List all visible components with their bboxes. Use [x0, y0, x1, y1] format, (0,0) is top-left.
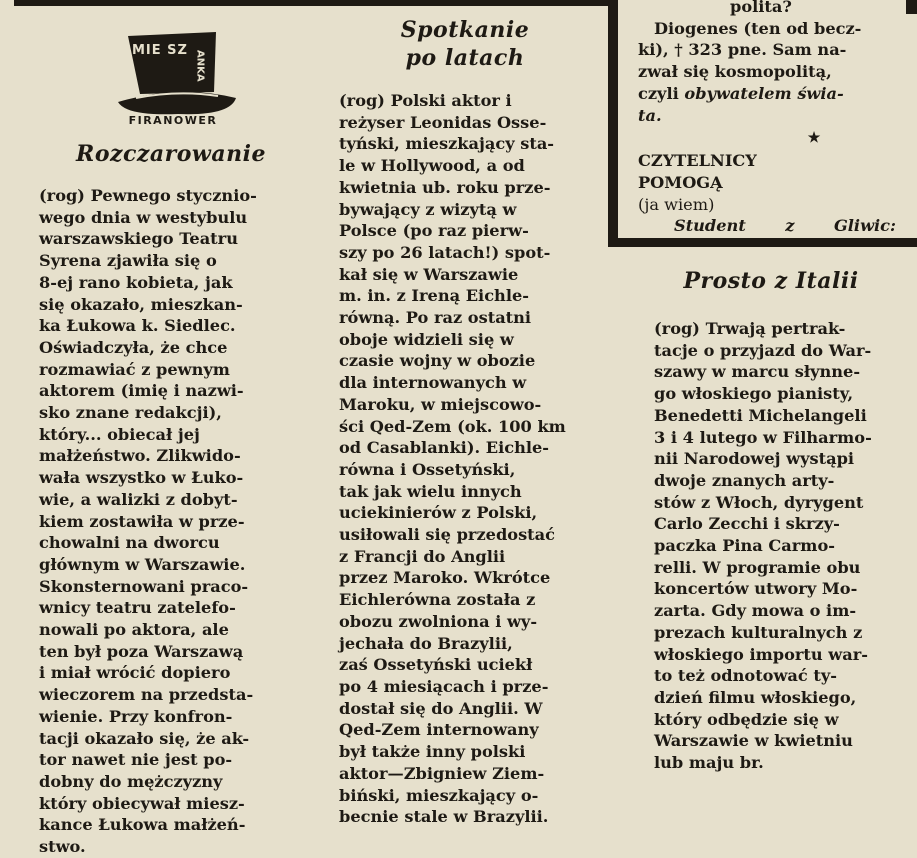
article-line: głównym w Warszawie.: [39, 554, 246, 574]
article-line: włoskiego importu war-: [654, 644, 868, 664]
signature-part: Gliwic:: [833, 216, 896, 236]
article-line: chowalni na dworcu: [39, 533, 220, 553]
article-line: dla internowanych w: [339, 373, 527, 393]
logo-word: FIRANOWER: [128, 114, 218, 127]
article-line: to też odnotować ty-: [654, 666, 837, 686]
article-line: który obiecywał miesz-: [39, 793, 245, 813]
article-line: dzień filmu włoskiego,: [654, 687, 857, 707]
article-line: zarta. Gdy mowa o im-: [654, 601, 857, 621]
article-line: Skonsternowani praco-: [39, 576, 249, 596]
quiz-signature: [638, 215, 900, 237]
star-separator-icon: ★: [807, 130, 821, 147]
article-line: ści Qed-Zem (ok. 100 km: [339, 416, 566, 436]
article-line: reżyser Leonidas Osse-: [339, 112, 547, 132]
article-line: stwo.: [39, 837, 86, 857]
article-line: le w Hollywood, a od: [339, 156, 525, 176]
article-line: tyński, mieszkający sta-: [339, 134, 555, 154]
article-line: nii Narodowej wystąpi: [654, 449, 855, 469]
article-line: Maroku, w miejscowo-: [339, 394, 542, 414]
article-line: biński, mieszkający o-: [339, 785, 539, 805]
logo-letters-left: MIE SZ: [132, 43, 188, 58]
article-line: szawy w marcu słynne-: [654, 362, 861, 382]
article-line: równą. Po raz ostatni: [339, 308, 532, 328]
article-line: wienie. Przy konfron-: [39, 706, 233, 726]
quiz-line: [638, 83, 900, 105]
article-line: dwoje znanych arty-: [654, 470, 835, 490]
article-line: wnicy teatru zatelefo-: [39, 598, 236, 618]
article-line: sko znane redakcji),: [39, 403, 222, 423]
article-line: becnie stale w Brazylii.: [339, 807, 549, 827]
article-line: koncertów utwory Mo-: [654, 579, 858, 599]
article-line: Carlo Zecchi i skrzy-: [654, 514, 840, 534]
article-line: usiłowali się przedostać: [339, 525, 556, 545]
article-line: kwietnia ub. roku prze-: [339, 177, 551, 197]
article-line: (rog) Polski aktor i: [339, 91, 512, 110]
article-line: 8-ej rano kobieta, jak: [39, 272, 233, 292]
quiz-text: czyli: [638, 83, 685, 103]
top-hat-icon: [118, 28, 238, 118]
article-line: go włoskiego pianisty,: [654, 384, 854, 404]
article-rozczarowanie: [39, 185, 301, 858]
quiz-line: ki), † 323 pne. Sam na-: [638, 40, 847, 60]
article-line: rozmawiać z pewnym: [39, 359, 230, 379]
article-line: tak jak wielu innych: [339, 481, 522, 501]
article-line: 3 i 4 lutego w Filharmo-: [654, 427, 872, 447]
top-rule: [14, 0, 608, 6]
quiz-box-bottom-border: [608, 238, 917, 247]
article-line: relli. W programie obu: [654, 557, 861, 577]
quiz-box-right-border: [906, 0, 917, 14]
article-line: wała wszystko w Łuko-: [39, 468, 244, 488]
headline-line: po latach: [405, 45, 525, 71]
article-spotkanie-po-latach: [339, 90, 601, 828]
article-line: wego dnia w westybulu: [39, 207, 248, 227]
article-line: obozu zwolniona i wy-: [339, 611, 538, 631]
article-line: tacje o przyjazd do War-: [654, 340, 872, 360]
signature-part: z: [785, 216, 795, 236]
article-line: i miał wrócić dopiero: [39, 663, 231, 683]
quiz-line: [638, 105, 900, 127]
article-line: (rog) Pewnego stycznio-: [39, 186, 257, 205]
article-line: oboje widzieli się w: [339, 329, 514, 349]
article-line: tor nawet nie jest po-: [39, 750, 233, 770]
article-line: kance Łukowa małżeń-: [39, 815, 246, 835]
quiz-sub: (ja wiem): [638, 194, 715, 214]
article-line: nowali po aktora, ale: [39, 620, 229, 640]
article-line: aktorem (imię i nazwi-: [39, 381, 244, 401]
article-line: kiem zostawiła w prze-: [39, 511, 245, 531]
article-line: warszawskiego Teatru: [39, 229, 238, 249]
article-line: jechała do Brazylii,: [339, 633, 513, 653]
article-line: stów z Włoch, dyrygent: [654, 492, 864, 512]
article-line: przez Maroko. Wkrótce: [339, 568, 551, 588]
article-line: prezach kulturalnych z: [654, 622, 863, 642]
article-line: wieczorem na przedsta-: [39, 685, 254, 705]
article-line: szy po 26 latach!) spot-: [339, 242, 551, 262]
article-line: Qed-Zem internowany: [339, 720, 539, 740]
article-line: był także inny polski: [339, 742, 526, 762]
quiz-line: zwał się kosmopolitą,: [638, 62, 832, 82]
article-line: Warszawie w kwietniu: [654, 731, 853, 751]
headline-rozczarowanie: Rozczarowanie: [76, 141, 266, 167]
article-line: Oświadczyła, że chce: [39, 337, 228, 357]
top-hat-logo: [118, 28, 238, 132]
article-line: który... obiecał jej: [39, 424, 200, 444]
article-line: po 4 miesiącach i prze-: [339, 676, 549, 696]
quiz-line: polita?: [730, 0, 792, 16]
article-line: kał się w Warszawie: [339, 264, 519, 284]
article-line: dostał się do Anglii. W: [339, 698, 543, 718]
article-line: z Francji do Anglii: [339, 546, 506, 566]
article-line: Benedetti Michelangeli: [654, 405, 867, 425]
article-line: czasie wojny w obozie: [339, 351, 536, 371]
article-line: dobny do mężczyzny: [39, 771, 223, 791]
article-line: się okazało, mieszkan-: [39, 294, 243, 314]
article-line: który odbędzie się w: [654, 709, 839, 729]
quiz-box-left-border: [608, 0, 618, 246]
article-line: Syrena zjawiła się o: [39, 251, 217, 271]
article-line: (rog) Trwają pertrak-: [654, 319, 846, 338]
quiz-line: Diogenes (ten od becz-: [654, 18, 862, 38]
signature-part: Student: [674, 216, 746, 236]
quiz-italic-text: obywatelem świa-: [684, 83, 844, 103]
article-prosto-z-italii: [654, 318, 904, 774]
article-line: zaś Ossetyński uciekł: [339, 655, 533, 675]
article-line: ten był poza Warszawą: [39, 641, 244, 661]
quiz-heading: POMOGĄ: [638, 172, 723, 192]
article-line: wie, a walizki z dobyt-: [39, 489, 238, 509]
article-line: małżeństwo. Zlikwido-: [39, 446, 241, 466]
headline-prosto-z-italii: Prosto z Italii: [683, 268, 859, 294]
article-line: m. in. z Ireną Eichle-: [339, 286, 529, 306]
logo-letters-right: ANKA: [194, 50, 206, 82]
article-line: uciekinierów z Polski,: [339, 503, 538, 523]
article-line: Polsce (po raz pierw-: [339, 221, 529, 241]
headline-spotkanie-po-latach: [360, 16, 570, 72]
quiz-heading: CZYTELNICY: [638, 151, 757, 171]
article-line: bywający z wizytą w: [339, 199, 517, 219]
quiz-box: [638, 0, 900, 237]
article-line: ka Łukowa k. Siedlec.: [39, 316, 236, 336]
article-line: tacji okazało się, że ak-: [39, 728, 250, 748]
article-line: Eichlerówna została z: [339, 590, 536, 610]
article-line: równa i Ossetyński,: [339, 459, 516, 479]
headline-line: Spotkanie: [400, 17, 530, 43]
article-line: paczka Pina Carmo-: [654, 536, 835, 556]
quiz-italic-text: ta.: [638, 105, 662, 125]
article-line: aktor—Zbigniew Ziem-: [339, 763, 545, 783]
article-line: od Casablanki). Eichle-: [339, 438, 550, 458]
article-line: lub maju br.: [654, 753, 764, 773]
